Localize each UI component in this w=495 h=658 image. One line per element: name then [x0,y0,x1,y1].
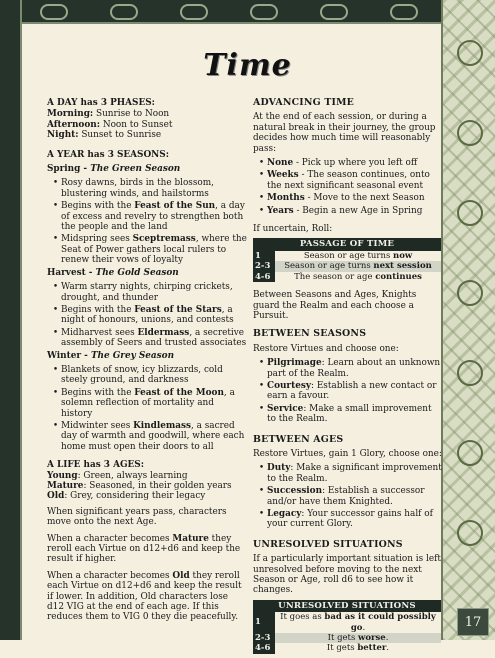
left-column [47,98,247,627]
dash: - [81,350,91,361]
text: : Learn about an unknown part of the Realm. [267,358,441,379]
text: , a solemn reflection of mortality and history [61,387,235,419]
roll-result [275,643,441,653]
paragraph [47,571,247,623]
text: they reroll each Virtue on d12+d6 and keep the result if higher. [47,533,241,565]
roll-result [275,261,441,271]
text: The season or age [294,271,376,282]
text: Rosy dawns, birds in the blossom, blustering winds, and hailstorms [61,178,214,199]
text: Season or age turns [303,250,394,261]
list-item [61,421,247,452]
table-row [253,251,441,261]
knot-ornament [320,4,348,20]
paragraph: When significant years pass, characters move onto the next Age. [47,506,227,528]
text: - Move to the next Season [304,193,425,204]
vine-ornament [457,360,483,386]
seasons-list [253,358,443,424]
text: : Establish a new contact or earn a favour. [267,380,437,402]
phase-text: Noon to Sunset [100,119,173,130]
season-title: The Grey Season [90,350,175,361]
bold-term: Feast of the Moon [134,387,224,398]
phase-text: Sunrise to Noon [93,109,170,120]
bold-term: Mature [172,533,209,544]
life-heading: A LIFE has 3 AGES: [47,460,144,471]
list-item [61,305,247,326]
roll-range: 2-3 [253,633,275,643]
phases-list [47,109,247,140]
page-title: Time [203,48,292,83]
day-heading: A DAY has 3 PHASES: [47,98,155,108]
season-name: Spring [47,164,81,175]
list-item [267,404,443,425]
text: Blankets of snow, icy blizzards, cold steely ground, and darkness [61,364,223,386]
bold-term: Years [267,205,294,216]
table-row [253,261,441,271]
table-row [253,272,441,282]
phase-text: Sunset to Sunrise [78,130,162,141]
bold-term: Months [267,193,305,204]
knot-ornament [390,4,418,20]
text: Midspring sees [61,234,133,245]
paragraph [47,534,247,565]
bold-term: better [357,643,387,654]
knot-ornament [40,4,68,20]
season-name: Winter [47,350,82,361]
table-row [253,643,441,653]
list-item [267,509,443,530]
bold-term: Pilgrimage [267,358,322,369]
season-title: The Gold Season [95,267,179,278]
roll-result [275,251,441,261]
paragraph: Between Seasons and Ages, Knights guard the Realm and each choose a Pursuit. [253,290,417,321]
phase-label: Afternoon: [47,119,100,130]
table-row [253,633,441,643]
winter-heading [47,351,247,361]
advancing-list [253,158,443,216]
top-border [0,0,495,24]
roll-result [275,612,441,633]
list-item [267,193,443,203]
knot-ornament [110,4,138,20]
bold-term: Old [172,570,190,581]
text: they reroll each Virtue on d12+d6 and keep the result if lower. In addition, Old characters lose d12 VIG at the end of each age. If this reduces them to VIG 0 they die peacefully. [47,570,242,623]
paragraph: At the end of each session, or during a natural break in their journey, the group decides how much time will reasonably pass: [253,112,436,154]
unresolved-situations-table [253,600,441,654]
text: - Begin a new Age in Spring [293,205,423,216]
bold-term: Duty [267,463,291,474]
winter-list [47,365,247,452]
text: Begins with the [61,387,135,398]
age-label: Young [47,470,78,481]
text: - Pick up where you left off [293,158,418,169]
roll-range: 1 [253,612,275,633]
roll-range: 4-6 [253,272,275,282]
text: : Make a significant improvement to the Realm. [267,463,442,484]
text: : Establish a successor and/or have them Knighted. [267,486,425,507]
list-item [61,328,247,349]
text: . [362,622,366,633]
text: , a day of excess and revelry to strengthen both the people and the land [61,201,245,233]
ages-pursuit-list [253,463,443,529]
text: , a secretive assembly of Seers and trusted associates [61,327,247,349]
text: When a character becomes [47,570,173,581]
between-seasons-heading: BETWEEN SEASONS [253,328,367,340]
passage-of-time-table [253,238,441,282]
text: , a night of honours, unions, and contests [61,304,234,326]
text: Midharvest sees [61,327,138,338]
table-row [253,612,441,633]
age-text: : Green, always learning [77,470,188,481]
list-item [267,170,443,191]
age-text: : Seasoned, in their golden years [83,481,232,491]
text: - The season continues, onto the next significant seasonal event [267,170,430,191]
bold-term: Kindlemass [133,420,191,431]
list-item [267,463,443,484]
harvest-heading [47,268,247,278]
roll-range: 4-6 [253,643,275,653]
text: : Make a small improvement to the Realm. [267,403,432,425]
bold-term: worse [358,633,386,644]
list-item [267,206,443,216]
table-header: UNRESOLVED SITUATIONS [253,600,441,612]
bold-term: Legacy [267,509,302,519]
spring-list [47,178,247,265]
text: It gets [327,633,359,644]
vine-ornament [457,200,483,226]
spring-heading [47,164,247,174]
text: , where the Seat of Power gathers local rulers to renew their vows of loyalty [61,234,247,266]
age-label: Mature [47,481,84,491]
knot-ornament [180,4,208,20]
dash: - [85,267,96,278]
bold-term: None [267,158,294,169]
roll-result [275,633,441,643]
bold-term: Courtesy [267,380,312,391]
bold-term: Service [267,403,304,414]
text: Begins with the [61,201,135,212]
right-vine-border [441,0,495,640]
unresolved-heading: UNRESOLVED SITUATIONS [253,538,403,550]
roll-range: 1 [253,251,275,261]
right-column [253,98,443,658]
bold-term: Sceptremass [132,234,196,245]
age-label: Old [47,491,65,502]
bold-term: Feast of the Stars [134,304,222,315]
knot-ornament [250,4,278,20]
paragraph: Restore Virtues and choose one: [253,343,399,354]
list-item [61,365,247,386]
bold-term: Weeks [267,170,299,181]
text: , a sacred day of warmth and goodwill, where each home must open their doors to all [61,420,245,452]
list-item [267,381,443,402]
text: : Your successor gains half of your current Glory. [267,509,433,530]
text: It gets [326,643,358,654]
text: When a character becomes [47,533,173,544]
vine-ornament [457,520,483,546]
list-item [61,234,247,265]
phase-label: Night: [47,130,79,141]
bold-term: Feast of the Sun [134,201,216,212]
vine-ornament [457,440,483,466]
season-title: The Green Season [90,164,181,175]
vine-ornament [457,120,483,146]
vine-ornament [457,280,483,306]
dash: - [80,164,91,175]
list-item [267,358,443,379]
text: Warm starry nights, chirping crickets, drought, and thunder [61,282,233,303]
table-header: PASSAGE OF TIME [253,238,441,250]
list-item [61,201,247,232]
bold-term: Eldermass [137,327,190,338]
harvest-list [47,282,247,348]
list-item [267,486,443,507]
bold-term: continues [375,271,422,282]
bold-term: next session [373,261,432,272]
bold-term: Succession [267,486,323,497]
between-ages-heading: BETWEEN AGES [253,433,344,445]
roll-result [275,272,441,282]
text: It goes as [280,612,325,623]
bold-term: now [393,250,413,261]
page-number: 17 [457,608,489,636]
list-item [61,388,247,419]
age-text: : Grey, considering their legacy [64,491,206,502]
list-item [61,282,247,303]
text: . [385,633,389,644]
ages-list [47,471,247,502]
paragraph: Restore Virtues, gain 1 Glory, choose one: [253,448,442,459]
bold-term: bad as it could possibly go [324,612,436,633]
year-heading: A YEAR has 3 SEASONS: [47,149,169,160]
list-item [267,158,443,168]
paragraph: If a particularly important situation is left unresolved before moving to the next Season or Age, roll d6 to see how it changes. [253,554,441,596]
text: Midwinter sees [61,420,134,431]
phase-label: Morning: [47,109,94,120]
season-name: Harvest [47,267,86,278]
roll-range: 2-3 [253,261,275,271]
text: Season or age turns [284,261,374,272]
list-item [61,178,247,199]
left-border [0,0,22,640]
paragraph: If uncertain, Roll: [253,224,333,235]
text: . [386,643,390,654]
text: Begins with the [61,304,135,315]
advancing-heading: ADVANCING TIME [253,97,354,108]
